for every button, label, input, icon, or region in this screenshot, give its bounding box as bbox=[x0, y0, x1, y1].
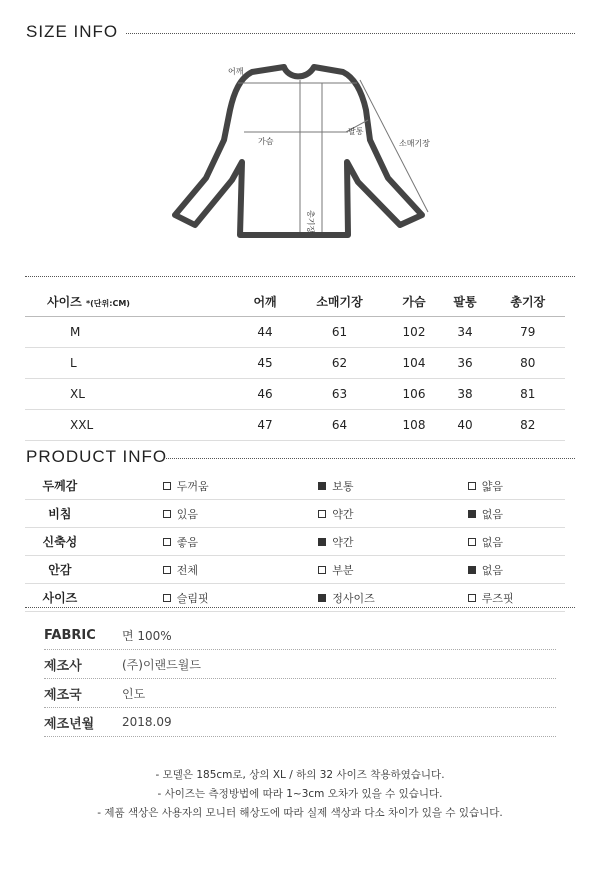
product-info-option bbox=[95, 556, 255, 584]
size-cell: XL bbox=[25, 379, 240, 410]
fabric-info-row bbox=[44, 650, 556, 679]
value-cell: 45 bbox=[240, 348, 291, 379]
option-label: 두꺼움 bbox=[176, 479, 209, 493]
option-label: 약간 bbox=[332, 535, 354, 549]
unchecked-box-icon bbox=[468, 594, 476, 602]
product-info-option bbox=[95, 472, 255, 500]
size-table-header bbox=[25, 286, 565, 317]
size-cell: M bbox=[25, 317, 240, 348]
value-cell: 47 bbox=[240, 410, 291, 441]
garment-outline bbox=[175, 67, 422, 235]
size-cell: XXL bbox=[25, 410, 240, 441]
product-info-category: 안감 bbox=[25, 556, 95, 584]
product-info-option bbox=[410, 472, 565, 500]
option-label: 슬림핏 bbox=[176, 591, 209, 605]
fabric-info-value: 면 100% bbox=[122, 628, 172, 643]
option-label: 얇음 bbox=[481, 479, 504, 493]
note-line: - 모델은 185cm로, 상의 XL / 하의 32 사이즈 착용하였습니다. bbox=[155, 769, 445, 781]
fabric-info-row bbox=[44, 621, 556, 650]
header-size: 사이즈 *(단위:CM) bbox=[25, 286, 240, 317]
value-cell: 64 bbox=[291, 410, 389, 441]
chest-label: 가슴 bbox=[258, 137, 274, 146]
product-info-option bbox=[410, 528, 565, 556]
product-info-option bbox=[95, 528, 255, 556]
product-info-row bbox=[25, 556, 565, 584]
product-info-option bbox=[95, 500, 255, 528]
value-cell: 80 bbox=[491, 348, 566, 379]
note-line: - 제품 색상은 사용자의 모니터 해상도에 따라 실제 색상과 다소 차이가 있을 수 있습니다. bbox=[97, 807, 503, 819]
product-info-option bbox=[410, 500, 565, 528]
value-cell: 82 bbox=[491, 410, 566, 441]
checked-box-icon bbox=[318, 482, 326, 490]
checked-box-icon bbox=[468, 510, 476, 518]
fabric-info-key: FABRIC bbox=[44, 627, 96, 643]
value-cell: 108 bbox=[389, 410, 440, 441]
value-cell: 61 bbox=[291, 317, 389, 348]
product-info-title: PRODUCT INFO bbox=[26, 447, 168, 466]
fabric-info-key: 제조년월 bbox=[44, 716, 95, 732]
value-cell: 104 bbox=[389, 348, 440, 379]
note-line: - 사이즈는 측정방법에 따라 1~3cm 오차가 있을 수 있습니다. bbox=[157, 788, 443, 800]
value-cell: 38 bbox=[440, 379, 491, 410]
fabric-info-key: 제조사 bbox=[44, 658, 82, 674]
product-info-option bbox=[410, 556, 565, 584]
option-label: 보통 bbox=[332, 479, 354, 493]
header-sleeve-length: 소매기장 bbox=[291, 286, 389, 317]
total-length-label: 총기장 bbox=[306, 210, 315, 234]
option-label: 약간 bbox=[332, 507, 354, 521]
sleeve-length-label: 소매기장 bbox=[399, 139, 430, 148]
product-info-option bbox=[254, 500, 410, 528]
value-cell: 79 bbox=[491, 317, 566, 348]
fabric-info-key: 제조국 bbox=[44, 687, 82, 703]
unchecked-box-icon bbox=[163, 594, 171, 602]
product-info-category: 신축성 bbox=[25, 528, 95, 556]
table-row bbox=[25, 348, 565, 379]
unchecked-box-icon bbox=[468, 482, 476, 490]
checked-box-icon bbox=[318, 594, 326, 602]
option-label: 있음 bbox=[176, 507, 199, 521]
value-cell: 102 bbox=[389, 317, 440, 348]
value-cell: 36 bbox=[440, 348, 491, 379]
value-cell: 81 bbox=[491, 379, 566, 410]
table-row bbox=[25, 317, 565, 348]
value-cell: 63 bbox=[291, 379, 389, 410]
size-cell: L bbox=[25, 348, 240, 379]
option-label: 없음 bbox=[481, 535, 504, 549]
size-info-divider bbox=[126, 33, 575, 34]
size-info-title: SIZE INFO bbox=[26, 22, 119, 41]
unchecked-box-icon bbox=[163, 510, 171, 518]
unchecked-box-icon bbox=[318, 566, 326, 574]
table-row bbox=[25, 379, 565, 410]
product-info-option bbox=[254, 556, 410, 584]
product-info-row bbox=[25, 500, 565, 528]
unchecked-box-icon bbox=[163, 482, 171, 490]
sleeve-width-label: 팔통 bbox=[348, 127, 364, 136]
product-info-table bbox=[25, 472, 565, 612]
unchecked-box-icon bbox=[468, 538, 476, 546]
notes bbox=[0, 766, 600, 823]
product-info-category: 비침 bbox=[25, 500, 95, 528]
fabric-info-value: 인도 bbox=[122, 686, 146, 701]
size-table bbox=[25, 286, 565, 441]
header-chest: 가슴 bbox=[389, 286, 440, 317]
value-cell: 62 bbox=[291, 348, 389, 379]
option-label: 없음 bbox=[481, 563, 504, 577]
product-info-option bbox=[254, 472, 410, 500]
diagram-divider bbox=[25, 276, 575, 277]
fabric-info-value: (주)이랜드월드 bbox=[122, 657, 201, 672]
unchecked-box-icon bbox=[318, 510, 326, 518]
checked-box-icon bbox=[468, 566, 476, 574]
option-label: 부분 bbox=[332, 563, 354, 577]
option-label: 정사이즈 bbox=[332, 591, 375, 605]
value-cell: 106 bbox=[389, 379, 440, 410]
option-label: 루즈핏 bbox=[481, 591, 514, 605]
product-info-divider bbox=[163, 458, 575, 459]
unchecked-box-icon bbox=[163, 566, 171, 574]
header-shoulder: 어깨 bbox=[240, 286, 291, 317]
product-info-category: 두께감 bbox=[25, 472, 95, 500]
fabric-info-row bbox=[44, 679, 556, 708]
product-info-bottom-divider bbox=[25, 607, 575, 608]
product-info-option bbox=[254, 528, 410, 556]
value-cell: 44 bbox=[240, 317, 291, 348]
value-cell: 46 bbox=[240, 379, 291, 410]
product-info-category: 사이즈 bbox=[25, 584, 95, 612]
option-label: 전체 bbox=[176, 563, 199, 577]
fabric-info-value: 2018.09 bbox=[122, 715, 172, 729]
table-row bbox=[25, 410, 565, 441]
fabric-info-row bbox=[44, 708, 556, 737]
header-sleeve-width: 팔통 bbox=[440, 286, 491, 317]
product-info-row bbox=[25, 472, 565, 500]
checked-box-icon bbox=[318, 538, 326, 546]
value-cell: 40 bbox=[440, 410, 491, 441]
unchecked-box-icon bbox=[163, 538, 171, 546]
shoulder-label: 어깨 bbox=[228, 67, 244, 76]
option-label: 좋음 bbox=[176, 535, 199, 549]
value-cell: 34 bbox=[440, 317, 491, 348]
header-total-length: 총기장 bbox=[491, 286, 566, 317]
product-info-row bbox=[25, 528, 565, 556]
option-label: 없음 bbox=[481, 507, 504, 521]
